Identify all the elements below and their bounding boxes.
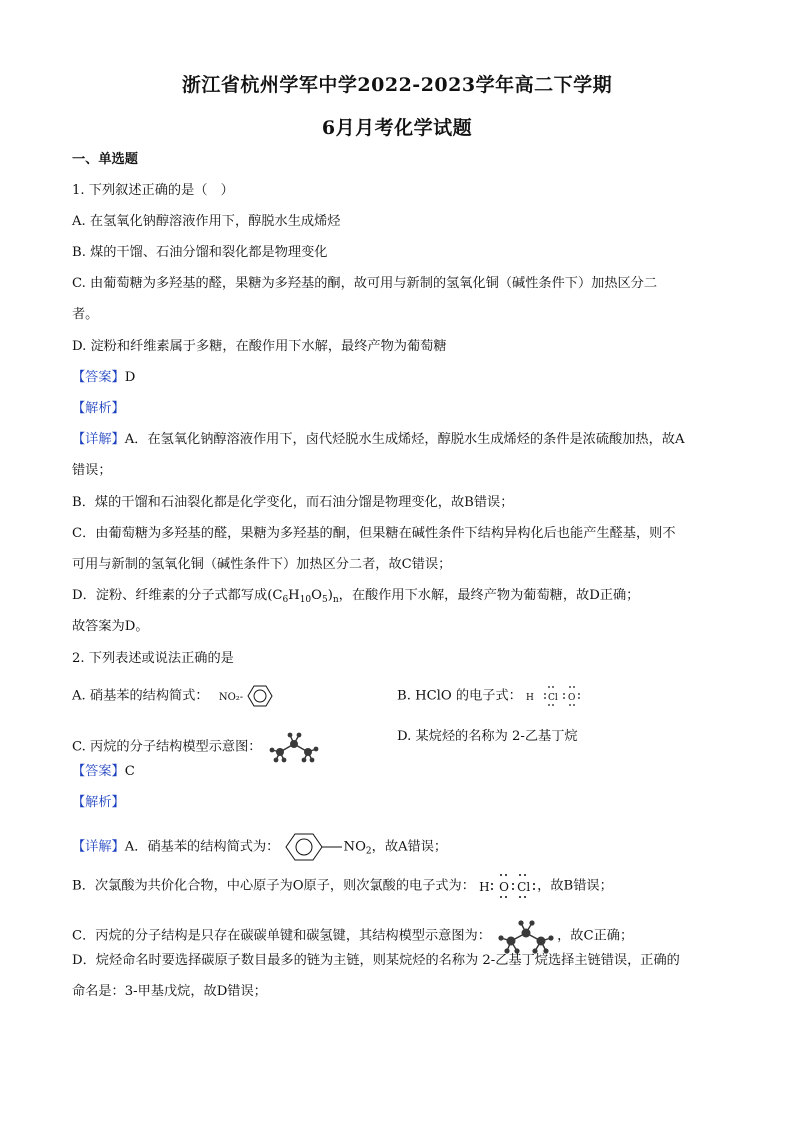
answer-value: D: [124, 370, 136, 385]
answer-value: C: [124, 764, 135, 779]
q1-option-c-line2: 者。: [72, 307, 99, 322]
q1-explain-1: [72, 431, 684, 449]
hclo-electron-formula-explain: [479, 873, 537, 899]
explain-text: ，故A错误；: [371, 839, 448, 855]
answer-tag: 【答案】: [72, 370, 125, 385]
q1-explain-6: [72, 587, 639, 609]
q1-option-b: B. 煤的干馏、石油分馏和裂化都是物理变化: [72, 245, 328, 260]
formula-part: H: [288, 588, 300, 603]
title-line-2: 6月月考化学试题: [321, 117, 473, 139]
explain-text: A．硝基苯的结构简式为：: [124, 839, 280, 855]
atom-cl: Cl: [517, 880, 531, 894]
title-line-1: 浙江省杭州学军中学2022-2023学年高二下学期: [181, 74, 613, 96]
q2-explain-4: D．烷烃命名时要选择碳原子数目最多的链为主链，则某烷烃的名称为 2-乙基丁烷选择主链错误，正确的: [72, 953, 680, 968]
electron-dots-icon: [479, 873, 537, 899]
formula-part: D．淀粉、纤维素的分子式都写成(C: [72, 588, 283, 603]
explain-text: C．丙烷的分子结构是只存在碳碳单键和碳氢键，其结构模型示意图为：: [72, 928, 491, 944]
subscript: 10: [299, 595, 312, 605]
option-text: A. 硝基苯的结构简式：: [72, 688, 209, 704]
q2-explain-3: [72, 916, 633, 956]
subscript: 2: [365, 846, 372, 857]
q1-explain-4: C．由葡萄糖为多羟基的醛，果糖为多羟基的酮，但果糖在碱性条件下结构异构化后也能产生醛基，则不: [72, 526, 676, 541]
q1-explain-2: 错误；: [72, 463, 112, 478]
q1-explain-5: 可用与新制的氢氧化铜（碱性条件下）加热区分二者，故C错误；: [72, 557, 452, 572]
q2-answer: [72, 763, 135, 781]
q1-option-c-line1: C. 由葡萄糖为多羟基的醛，果糖为多羟基的酮，故可用与新制的氢氧化铜（碱性条件下）加热区分二: [72, 276, 658, 291]
atom-h: H: [479, 880, 490, 894]
q2-option-a: [72, 684, 273, 708]
hclo-electron-formula: [526, 684, 586, 708]
explain-text: ，在酸作用下水解，最终产物为葡萄糖，故D正确；: [338, 588, 640, 603]
q1-answer: [72, 369, 135, 387]
nitro-formula: NO₂-: [218, 691, 244, 703]
electron-dots-icon: [526, 684, 586, 708]
answer-tag: 【答案】: [72, 764, 125, 779]
q2-option-d: D. 某烷烃的名称为 2-乙基丁烷: [397, 729, 578, 744]
q1-option-a: A. 在氢氧化钠醇溶液作用下，醇脱水生成烯烃: [72, 214, 341, 229]
propane-model-explain-icon: [495, 916, 557, 956]
subscript: n: [332, 595, 339, 605]
q1-analysis-tag: 【解析】: [72, 401, 125, 416]
detail-tag: 【详解】: [72, 839, 125, 855]
explain-text: ，故B错误；: [537, 878, 613, 894]
subscript: 6: [282, 595, 289, 605]
q1-stem: 1. 下列叙述正确的是（ ）: [72, 183, 234, 198]
explain-text: ，故C正确；: [557, 928, 634, 944]
explain-text: A．在氢氧化钠醇溶液作用下，卤代烃脱水生成烯烃，醇脱水生成烯烃的条件是浓硫酸加热，故A: [124, 432, 685, 447]
atom-h: H: [526, 693, 534, 703]
formula-part: ): [327, 588, 333, 603]
q2-explain-5: 命名是：3-甲基戊烷，故D错误；: [72, 984, 267, 999]
nitro-group: NO: [343, 839, 366, 855]
q2-analysis-tag: 【解析】: [72, 795, 125, 810]
nitrobenzene-structure-icon: [284, 832, 344, 862]
q2-option-c: [72, 728, 322, 766]
atom-o: O: [568, 693, 576, 703]
benzene-ring-icon: [247, 684, 273, 708]
q2-explain-2: [72, 873, 613, 899]
formula-part: O: [311, 588, 322, 603]
option-text: C. 丙烷的分子结构模型示意图：: [72, 739, 262, 755]
q1-explain-7: 故答案为D。: [72, 619, 149, 634]
atom-o: O: [499, 880, 509, 894]
q2-explain-1: [72, 832, 447, 862]
propane-model-icon: [266, 728, 322, 766]
detail-tag: 【详解】: [72, 432, 125, 447]
q1-option-d: D. 淀粉和纤维素属于多糖，在酸作用下水解，最终产物为葡萄糖: [72, 339, 447, 354]
atom-cl: Cl: [548, 693, 558, 703]
subscript: 5: [321, 595, 328, 605]
option-text: B. HClO 的电子式：: [397, 688, 522, 704]
q1-explain-3: B．煤的干馏和石油裂化都是化学变化，而石油分馏是物理变化，故B错误；: [72, 495, 514, 510]
q2-stem: 2. 下列表述或说法正确的是: [72, 651, 234, 666]
q2-option-b: [397, 684, 586, 708]
section-heading: 一、单选题: [72, 152, 138, 167]
explain-text: B．次氯酸为共价化合物，中心原子为O原子，则次氯酸的电子式为：: [72, 878, 475, 894]
